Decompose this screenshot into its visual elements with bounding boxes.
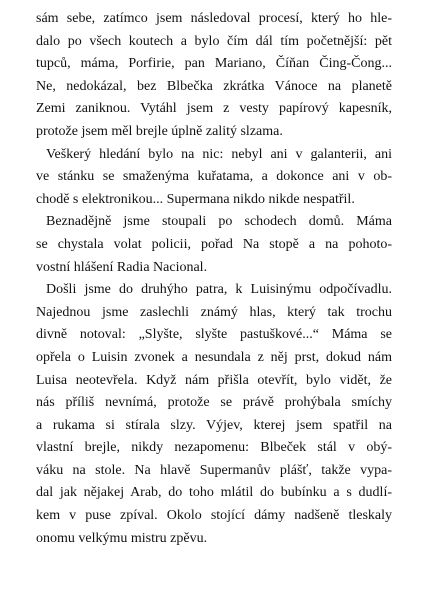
- text-line: dal jak nějakej Arab, do toho mlátil do bubínku a s dudlí-: [36, 485, 392, 501]
- text-line: Luisa neotevřela. Když nám přišla otevřít, bylo vidět, že: [36, 372, 392, 388]
- text-line: vlastní brejle, nikdy nezapomenu: Blbeček stál v obý-: [36, 440, 392, 456]
- paragraph: [36, 211, 392, 279]
- text-line: opřela o Luisin zvonek a nesundala z něj prst, dokud nám: [36, 349, 392, 365]
- text-line: váku na stole. Na hlavě Supermanův plášť, takže vypa-: [36, 462, 392, 478]
- text-line: divně notoval: „Slyšte, slyšte pastuškové...“ Máma se: [36, 327, 392, 343]
- text-line: Ne, nedokázal, bez Blbečka zkrátka Vánoce na planetě: [36, 78, 392, 94]
- paragraph: [36, 144, 392, 212]
- text-line: protože jsem měl brejle úplně zalitý slzama.: [36, 123, 283, 139]
- text-line: vostní hlášení Radia Nacional.: [36, 259, 208, 275]
- text-line: Beznadějně jsme stoupali po schodech domů. Máma: [46, 214, 392, 230]
- text-line: nás příliš nevnímá, protože se právě prohýbala smíchy: [36, 395, 392, 411]
- text-line: Najednou jsme zaslechli známý hlas, který tak trochu: [36, 304, 392, 320]
- text-line: Došli jsme do druhýho patra, k Luisinýmu odpočívadlu.: [46, 282, 392, 298]
- text-line: ve stánku se smaženýma kuřatama, a dokonce ani v ob-: [36, 169, 392, 185]
- text-line: Veškerý hledání bylo na nic: nebyl ani v galanterii, ani: [46, 146, 392, 162]
- paragraph: [36, 279, 392, 550]
- paragraph: [36, 8, 392, 144]
- text-line: a rukama si stírala slzy. Výjev, kterej jsem spatřil na: [36, 417, 392, 433]
- text-line: tupců, máma, Porfirie, pan Mariano, Číňan Čing-Čong...: [36, 56, 392, 72]
- body-text: [36, 8, 392, 550]
- text-line: chodě s elektronikou... Supermana nikdo nikde nespatřil.: [36, 191, 355, 207]
- text-line: Zemi zaniknou. Vytáhl jsem z vesty papírový kapesník,: [36, 101, 392, 117]
- text-line: dalo po všech koutech a bylo čím dál tím početnější: pět: [36, 33, 392, 49]
- text-line: kem v puse zpíval. Okolo stojící dámy nadšeně tleskaly: [36, 508, 392, 524]
- text-line: onomu velkýmu mistru zpěvu.: [36, 530, 208, 546]
- text-line: sám sebe, zatímco jsem následoval procesí, který ho hle-: [36, 11, 392, 26]
- text-line: se chystala volat policii, pořad Na stopě a na pohoto-: [36, 236, 392, 252]
